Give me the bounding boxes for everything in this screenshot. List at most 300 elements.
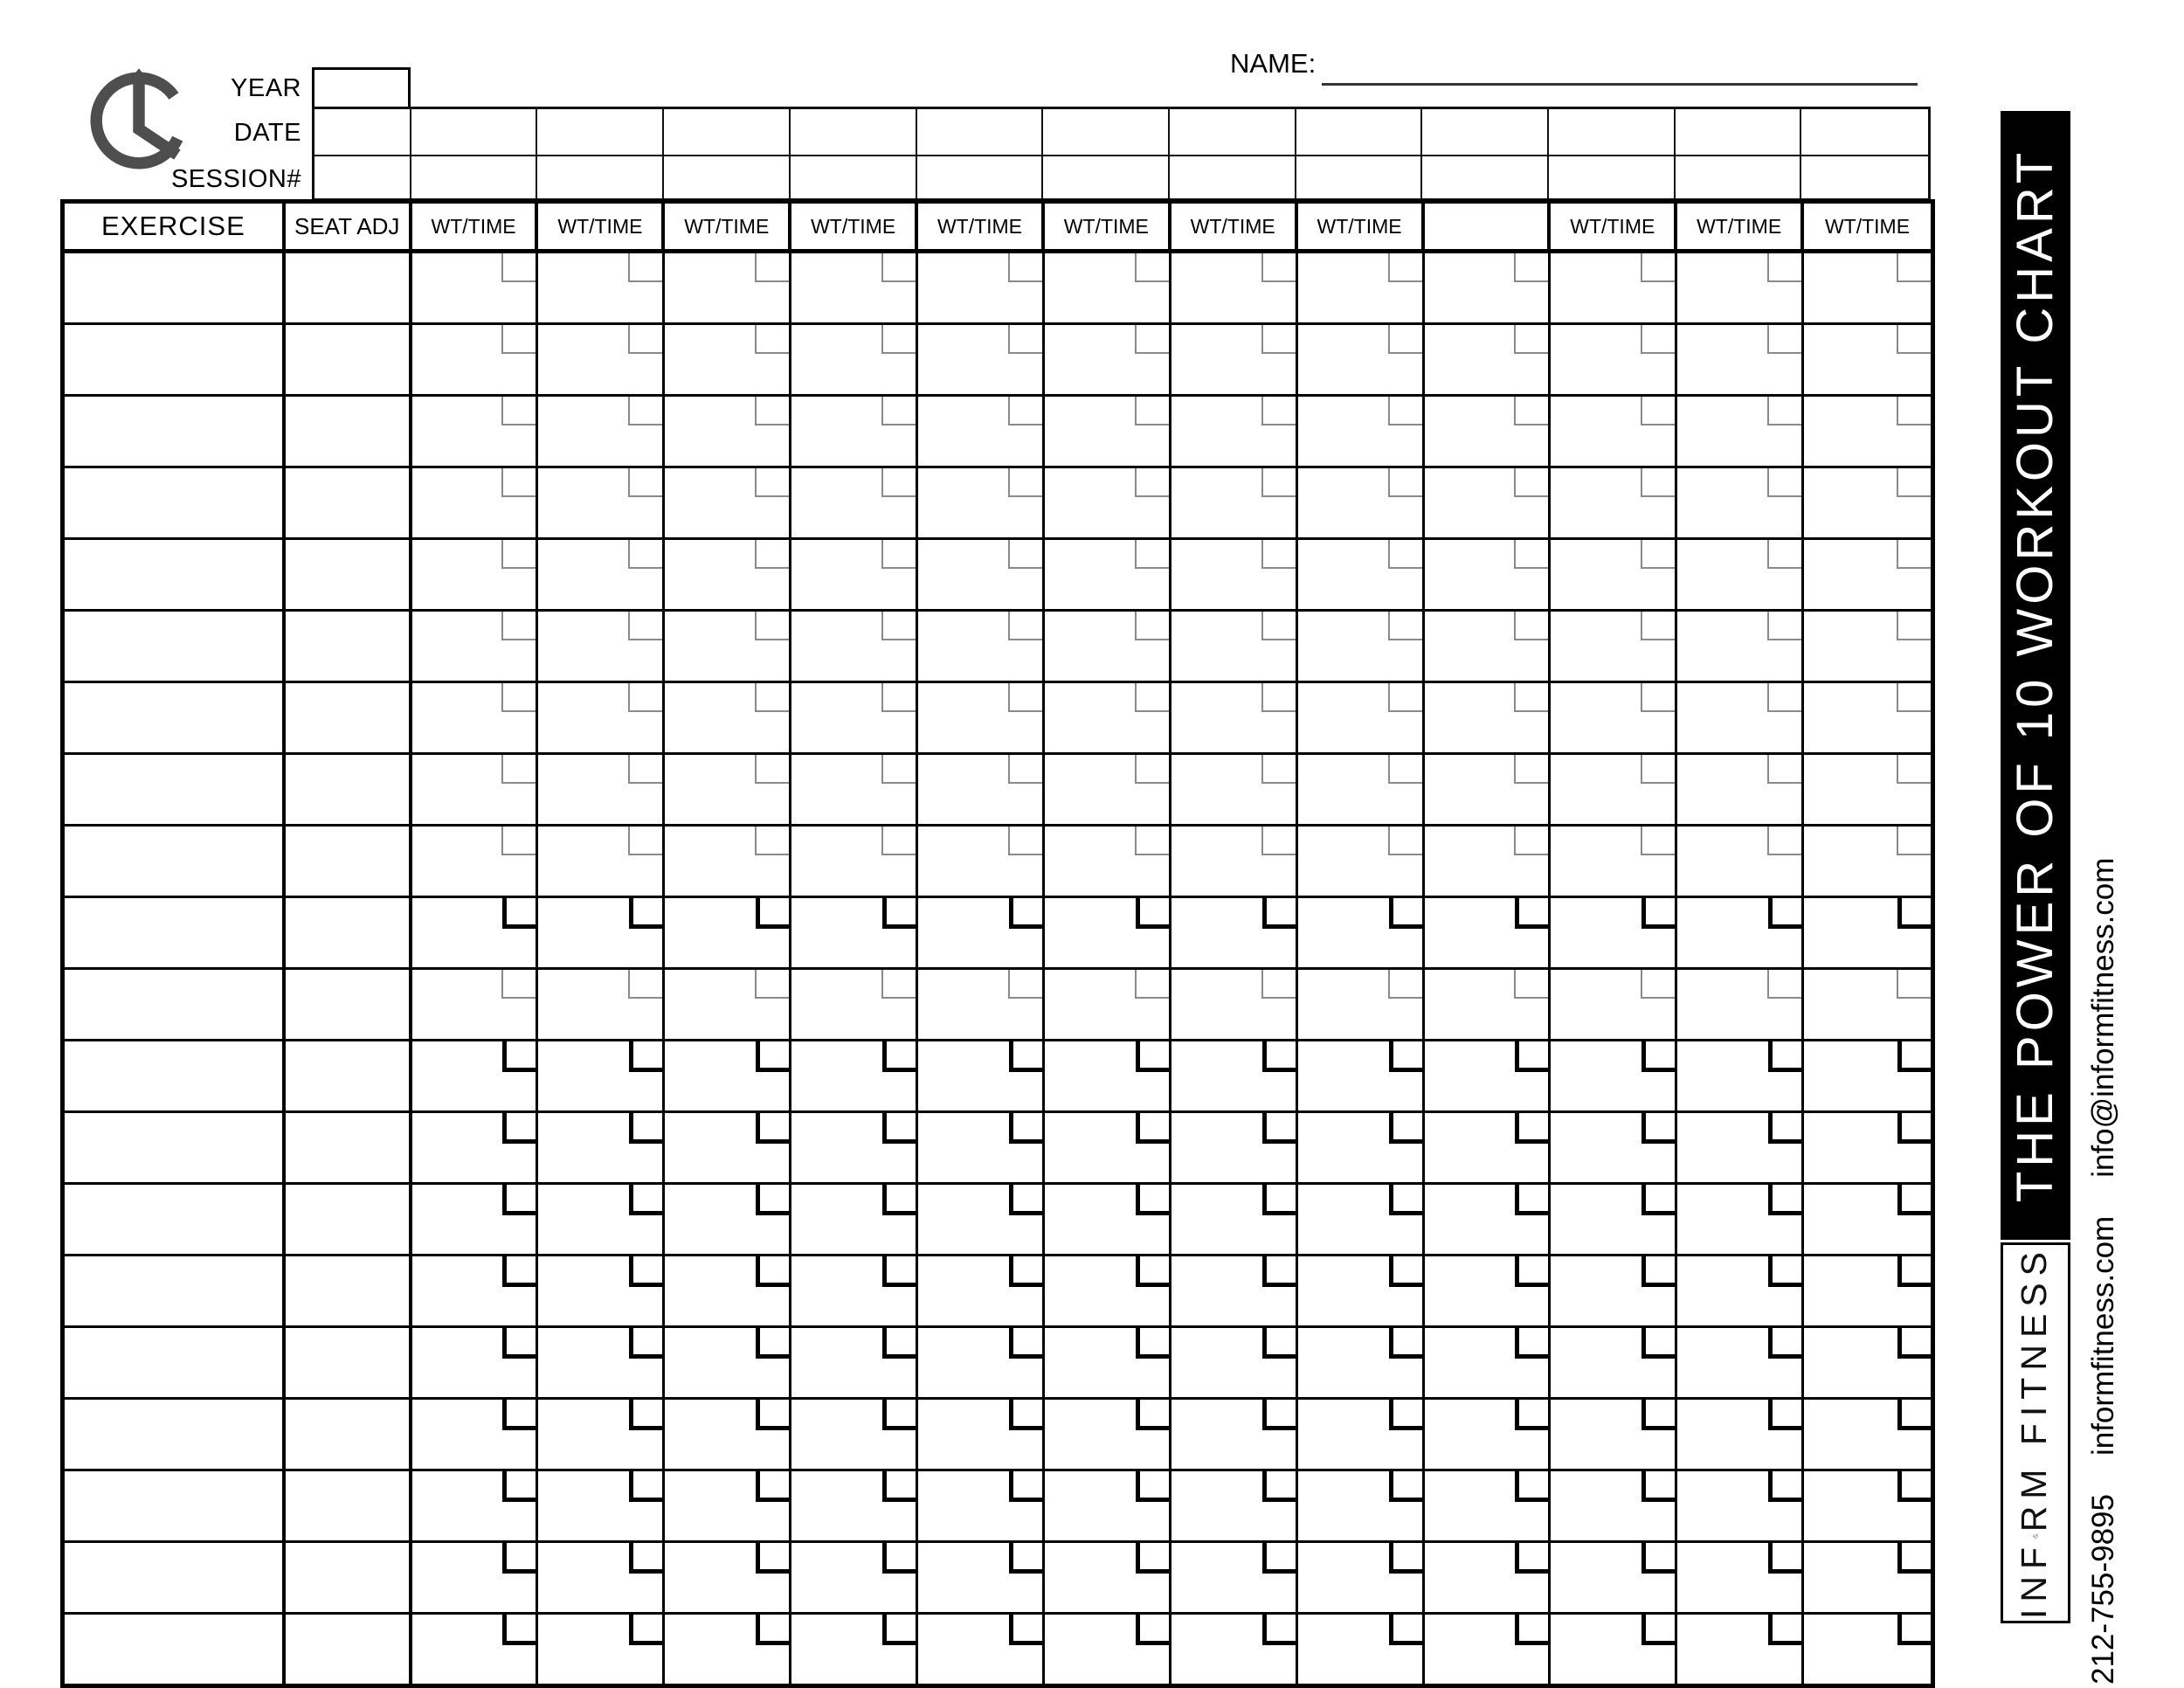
wt-time-cell[interactable] — [538, 827, 665, 896]
wt-time-cell[interactable] — [1045, 1543, 1171, 1612]
wt-time-cell[interactable] — [412, 755, 539, 824]
wt-time-cell[interactable] — [1551, 1256, 1677, 1325]
wt-time-cell[interactable] — [1425, 468, 1552, 537]
exercise-cell[interactable] — [65, 1615, 286, 1684]
wt-time-cell[interactable] — [1677, 683, 1804, 752]
seat-adj-cell[interactable] — [286, 1185, 412, 1254]
date-cell[interactable] — [917, 109, 1044, 155]
wt-time-cell[interactable] — [1677, 1113, 1804, 1182]
seat-adj-cell[interactable] — [286, 1543, 412, 1612]
session-cell[interactable] — [1801, 156, 1928, 200]
wt-time-cell[interactable] — [791, 468, 918, 537]
exercise-cell[interactable] — [65, 325, 286, 394]
wt-time-cell[interactable] — [918, 1471, 1045, 1540]
wt-time-cell[interactable] — [1804, 1256, 1931, 1325]
wt-time-cell[interactable] — [665, 1615, 791, 1684]
wt-time-cell[interactable] — [412, 1615, 539, 1684]
wt-time-cell[interactable] — [1425, 898, 1552, 967]
wt-time-cell[interactable] — [412, 468, 539, 537]
wt-time-cell[interactable] — [665, 898, 791, 967]
wt-time-cell[interactable] — [538, 253, 665, 322]
wt-time-cell[interactable] — [1171, 1471, 1298, 1540]
wt-time-cell[interactable] — [1551, 683, 1677, 752]
wt-time-cell[interactable] — [665, 468, 791, 537]
wt-time-cell[interactable] — [1677, 827, 1804, 896]
exercise-cell[interactable] — [65, 1543, 286, 1612]
wt-time-cell[interactable] — [1171, 1185, 1298, 1254]
wt-time-cell[interactable] — [791, 970, 918, 1039]
wt-time-cell[interactable] — [791, 397, 918, 466]
wt-time-cell[interactable] — [1298, 970, 1425, 1039]
wt-time-cell[interactable] — [1677, 540, 1804, 609]
exercise-cell[interactable] — [65, 1328, 286, 1397]
wt-time-cell[interactable] — [665, 612, 791, 681]
wt-time-cell[interactable] — [918, 970, 1045, 1039]
wt-time-cell[interactable] — [538, 683, 665, 752]
wt-time-cell[interactable] — [412, 253, 539, 322]
wt-time-cell[interactable] — [412, 612, 539, 681]
wt-time-cell[interactable] — [1045, 683, 1171, 752]
wt-time-cell[interactable] — [1804, 683, 1931, 752]
exercise-cell[interactable] — [65, 1471, 286, 1540]
seat-adj-cell[interactable] — [286, 325, 412, 394]
name-underline-field[interactable] — [1322, 83, 1918, 86]
wt-time-cell[interactable] — [1298, 612, 1425, 681]
wt-time-cell[interactable] — [918, 1185, 1045, 1254]
exercise-cell[interactable] — [65, 468, 286, 537]
wt-time-cell[interactable] — [1804, 970, 1931, 1039]
wt-time-cell[interactable] — [1804, 540, 1931, 609]
exercise-cell[interactable] — [65, 1185, 286, 1254]
session-cell[interactable] — [791, 156, 917, 200]
wt-time-cell[interactable] — [1298, 1615, 1425, 1684]
wt-time-cell[interactable] — [412, 1256, 539, 1325]
wt-time-cell[interactable] — [412, 1185, 539, 1254]
wt-time-cell[interactable] — [1425, 612, 1552, 681]
wt-time-cell[interactable] — [665, 325, 791, 394]
date-cell[interactable] — [537, 109, 664, 155]
wt-time-cell[interactable] — [1171, 898, 1298, 967]
wt-time-cell[interactable] — [1677, 397, 1804, 466]
wt-time-cell[interactable] — [1804, 898, 1931, 967]
wt-time-cell[interactable] — [1298, 468, 1425, 537]
session-cell[interactable] — [1170, 156, 1296, 200]
wt-time-cell[interactable] — [791, 253, 918, 322]
seat-adj-cell[interactable] — [286, 540, 412, 609]
wt-time-cell[interactable] — [1045, 898, 1171, 967]
wt-time-cell[interactable] — [791, 1113, 918, 1182]
wt-time-cell[interactable] — [1551, 253, 1677, 322]
wt-time-cell[interactable] — [1171, 1328, 1298, 1397]
wt-time-cell[interactable] — [1551, 325, 1677, 394]
wt-time-cell[interactable] — [918, 397, 1045, 466]
wt-time-cell[interactable] — [1045, 1113, 1171, 1182]
exercise-cell[interactable] — [65, 1113, 286, 1182]
date-cell[interactable] — [1170, 109, 1296, 155]
wt-time-cell[interactable] — [1425, 540, 1552, 609]
wt-time-cell[interactable] — [538, 970, 665, 1039]
exercise-cell[interactable] — [65, 540, 286, 609]
wt-time-cell[interactable] — [918, 1615, 1045, 1684]
wt-time-cell[interactable] — [791, 1471, 918, 1540]
wt-time-cell[interactable] — [918, 1256, 1045, 1325]
exercise-cell[interactable] — [65, 253, 286, 322]
date-cell[interactable] — [1296, 109, 1423, 155]
seat-adj-cell[interactable] — [286, 898, 412, 967]
wt-time-cell[interactable] — [665, 540, 791, 609]
wt-time-cell[interactable] — [1677, 468, 1804, 537]
session-cell[interactable] — [411, 156, 538, 200]
date-cell[interactable] — [664, 109, 791, 155]
exercise-cell[interactable] — [65, 898, 286, 967]
wt-time-cell[interactable] — [1045, 1256, 1171, 1325]
wt-time-cell[interactable] — [1677, 612, 1804, 681]
wt-time-cell[interactable] — [412, 1113, 539, 1182]
wt-time-cell[interactable] — [1045, 253, 1171, 322]
wt-time-cell[interactable] — [1677, 1543, 1804, 1612]
seat-adj-cell[interactable] — [286, 612, 412, 681]
date-cell[interactable] — [791, 109, 917, 155]
session-cell[interactable] — [314, 156, 411, 200]
wt-time-cell[interactable] — [1551, 468, 1677, 537]
wt-time-cell[interactable] — [412, 898, 539, 967]
wt-time-cell[interactable] — [918, 325, 1045, 394]
wt-time-cell[interactable] — [1171, 827, 1298, 896]
seat-adj-cell[interactable] — [286, 683, 412, 752]
date-cell[interactable] — [1676, 109, 1802, 155]
seat-adj-cell[interactable] — [286, 468, 412, 537]
wt-time-cell[interactable] — [791, 1543, 918, 1612]
wt-time-cell[interactable] — [1298, 827, 1425, 896]
wt-time-cell[interactable] — [1425, 1185, 1552, 1254]
wt-time-cell[interactable] — [1171, 1113, 1298, 1182]
wt-time-cell[interactable] — [1804, 1543, 1931, 1612]
wt-time-cell[interactable] — [918, 540, 1045, 609]
wt-time-cell[interactable] — [1045, 1471, 1171, 1540]
wt-time-cell[interactable] — [1298, 898, 1425, 967]
wt-time-cell[interactable] — [791, 540, 918, 609]
wt-time-cell[interactable] — [791, 755, 918, 824]
wt-time-cell[interactable] — [1298, 540, 1425, 609]
wt-time-cell[interactable] — [1677, 970, 1804, 1039]
wt-time-cell[interactable] — [538, 898, 665, 967]
wt-time-cell[interactable] — [1298, 1113, 1425, 1182]
wt-time-cell[interactable] — [412, 1543, 539, 1612]
wt-time-cell[interactable] — [1045, 325, 1171, 394]
wt-time-cell[interactable] — [1171, 683, 1298, 752]
wt-time-cell[interactable] — [1298, 1256, 1425, 1325]
wt-time-cell[interactable] — [1551, 755, 1677, 824]
wt-time-cell[interactable] — [918, 612, 1045, 681]
wt-time-cell[interactable] — [1171, 970, 1298, 1039]
wt-time-cell[interactable] — [1551, 1615, 1677, 1684]
wt-time-cell[interactable] — [538, 325, 665, 394]
seat-adj-cell[interactable] — [286, 1615, 412, 1684]
wt-time-cell[interactable] — [665, 827, 791, 896]
wt-time-cell[interactable] — [665, 397, 791, 466]
wt-time-cell[interactable] — [1551, 1328, 1677, 1397]
wt-time-cell[interactable] — [538, 612, 665, 681]
wt-time-cell[interactable] — [538, 1185, 665, 1254]
wt-time-cell[interactable] — [412, 1471, 539, 1540]
date-cell[interactable] — [1422, 109, 1549, 155]
wt-time-cell[interactable] — [538, 540, 665, 609]
wt-time-cell[interactable] — [1298, 683, 1425, 752]
wt-time-cell[interactable] — [1677, 755, 1804, 824]
wt-time-cell[interactable] — [1551, 1185, 1677, 1254]
wt-time-cell[interactable] — [412, 1328, 539, 1397]
year-input-box[interactable] — [312, 67, 411, 109]
wt-time-cell[interactable] — [1677, 898, 1804, 967]
wt-time-cell[interactable] — [791, 898, 918, 967]
wt-time-cell[interactable] — [791, 1185, 918, 1254]
wt-time-cell[interactable] — [1045, 1400, 1171, 1469]
wt-time-cell[interactable] — [1804, 755, 1931, 824]
session-cell[interactable] — [1422, 156, 1549, 200]
wt-time-cell[interactable] — [1425, 325, 1552, 394]
wt-time-cell[interactable] — [918, 1400, 1045, 1469]
session-cell[interactable] — [1296, 156, 1423, 200]
seat-adj-cell[interactable] — [286, 1256, 412, 1325]
wt-time-cell[interactable] — [412, 970, 539, 1039]
wt-time-cell[interactable] — [1171, 755, 1298, 824]
session-cell[interactable] — [664, 156, 791, 200]
wt-time-cell[interactable] — [1551, 970, 1677, 1039]
wt-time-cell[interactable] — [1171, 1256, 1298, 1325]
wt-time-cell[interactable] — [538, 468, 665, 537]
wt-time-cell[interactable] — [1804, 1185, 1931, 1254]
date-cell[interactable] — [1043, 109, 1170, 155]
wt-time-cell[interactable] — [1551, 898, 1677, 967]
wt-time-cell[interactable] — [412, 397, 539, 466]
wt-time-cell[interactable] — [1677, 1041, 1804, 1110]
date-cell[interactable] — [1801, 109, 1928, 155]
exercise-cell[interactable] — [65, 827, 286, 896]
session-cell[interactable] — [1676, 156, 1802, 200]
wt-time-cell[interactable] — [538, 1256, 665, 1325]
wt-time-cell[interactable] — [1171, 325, 1298, 394]
wt-time-cell[interactable] — [1045, 755, 1171, 824]
wt-time-cell[interactable] — [1425, 970, 1552, 1039]
wt-time-cell[interactable] — [538, 1471, 665, 1540]
wt-time-cell[interactable] — [791, 612, 918, 681]
wt-time-cell[interactable] — [1298, 253, 1425, 322]
seat-adj-cell[interactable] — [286, 1113, 412, 1182]
session-cell[interactable] — [1043, 156, 1170, 200]
wt-time-cell[interactable] — [918, 253, 1045, 322]
wt-time-cell[interactable] — [665, 1471, 791, 1540]
wt-time-cell[interactable] — [412, 683, 539, 752]
wt-time-cell[interactable] — [1425, 1113, 1552, 1182]
wt-time-cell[interactable] — [1677, 325, 1804, 394]
wt-time-cell[interactable] — [1425, 827, 1552, 896]
wt-time-cell[interactable] — [412, 1400, 539, 1469]
wt-time-cell[interactable] — [1171, 1615, 1298, 1684]
seat-adj-cell[interactable] — [286, 1328, 412, 1397]
seat-adj-cell[interactable] — [286, 755, 412, 824]
wt-time-cell[interactable] — [1677, 1400, 1804, 1469]
wt-time-cell[interactable] — [791, 827, 918, 896]
wt-time-cell[interactable] — [665, 970, 791, 1039]
wt-time-cell[interactable] — [1298, 1041, 1425, 1110]
wt-time-cell[interactable] — [1425, 253, 1552, 322]
wt-time-cell[interactable] — [538, 755, 665, 824]
wt-time-cell[interactable] — [1171, 468, 1298, 537]
exercise-cell[interactable] — [65, 683, 286, 752]
wt-time-cell[interactable] — [1804, 468, 1931, 537]
wt-time-cell[interactable] — [665, 1400, 791, 1469]
wt-time-cell[interactable] — [1804, 1615, 1931, 1684]
wt-time-cell[interactable] — [1804, 325, 1931, 394]
wt-time-cell[interactable] — [665, 1543, 791, 1612]
seat-adj-cell[interactable] — [286, 827, 412, 896]
wt-time-cell[interactable] — [538, 1400, 665, 1469]
wt-time-cell[interactable] — [1298, 325, 1425, 394]
wt-time-cell[interactable] — [665, 683, 791, 752]
wt-time-cell[interactable] — [1298, 1471, 1425, 1540]
wt-time-cell[interactable] — [1298, 1328, 1425, 1397]
date-cell[interactable] — [411, 109, 538, 155]
wt-time-cell[interactable] — [1551, 540, 1677, 609]
wt-time-cell[interactable] — [1677, 1615, 1804, 1684]
wt-time-cell[interactable] — [1551, 1471, 1677, 1540]
wt-time-cell[interactable] — [1171, 540, 1298, 609]
seat-adj-cell[interactable] — [286, 1471, 412, 1540]
wt-time-cell[interactable] — [665, 1185, 791, 1254]
seat-adj-cell[interactable] — [286, 1400, 412, 1469]
wt-time-cell[interactable] — [665, 1328, 791, 1397]
wt-time-cell[interactable] — [1804, 1400, 1931, 1469]
wt-time-cell[interactable] — [1298, 1400, 1425, 1469]
wt-time-cell[interactable] — [665, 1256, 791, 1325]
wt-time-cell[interactable] — [665, 755, 791, 824]
wt-time-cell[interactable] — [1677, 1256, 1804, 1325]
wt-time-cell[interactable] — [1804, 1113, 1931, 1182]
exercise-cell[interactable] — [65, 755, 286, 824]
wt-time-cell[interactable] — [1677, 253, 1804, 322]
wt-time-cell[interactable] — [665, 253, 791, 322]
exercise-cell[interactable] — [65, 970, 286, 1039]
exercise-cell[interactable] — [65, 1400, 286, 1469]
wt-time-cell[interactable] — [665, 1113, 791, 1182]
wt-time-cell[interactable] — [1804, 1471, 1931, 1540]
wt-time-cell[interactable] — [1425, 683, 1552, 752]
exercise-cell[interactable] — [65, 397, 286, 466]
wt-time-cell[interactable] — [1425, 1615, 1552, 1684]
wt-time-cell[interactable] — [1045, 540, 1171, 609]
date-cell[interactable] — [314, 109, 411, 155]
wt-time-cell[interactable] — [1425, 1328, 1552, 1397]
session-cell[interactable] — [917, 156, 1044, 200]
exercise-cell[interactable] — [65, 1041, 286, 1110]
wt-time-cell[interactable] — [1677, 1471, 1804, 1540]
wt-time-cell[interactable] — [1045, 1328, 1171, 1397]
exercise-cell[interactable] — [65, 1256, 286, 1325]
wt-time-cell[interactable] — [1677, 1328, 1804, 1397]
wt-time-cell[interactable] — [1298, 755, 1425, 824]
wt-time-cell[interactable] — [1425, 1400, 1552, 1469]
wt-time-cell[interactable] — [1045, 1041, 1171, 1110]
wt-time-cell[interactable] — [665, 1041, 791, 1110]
wt-time-cell[interactable] — [1425, 1543, 1552, 1612]
wt-time-cell[interactable] — [791, 1400, 918, 1469]
wt-time-cell[interactable] — [538, 1328, 665, 1397]
wt-time-cell[interactable] — [1045, 1615, 1171, 1684]
wt-time-cell[interactable] — [791, 325, 918, 394]
wt-time-cell[interactable] — [538, 1543, 665, 1612]
exercise-cell[interactable] — [65, 612, 286, 681]
wt-time-cell[interactable] — [791, 1256, 918, 1325]
wt-time-cell[interactable] — [412, 325, 539, 394]
wt-time-cell[interactable] — [538, 1041, 665, 1110]
wt-time-cell[interactable] — [538, 1615, 665, 1684]
wt-time-cell[interactable] — [918, 827, 1045, 896]
seat-adj-cell[interactable] — [286, 397, 412, 466]
wt-time-cell[interactable] — [791, 1615, 918, 1684]
wt-time-cell[interactable] — [918, 1328, 1045, 1397]
wt-time-cell[interactable] — [1171, 1400, 1298, 1469]
seat-adj-cell[interactable] — [286, 1041, 412, 1110]
seat-adj-cell[interactable] — [286, 253, 412, 322]
wt-time-cell[interactable] — [918, 683, 1045, 752]
wt-time-cell[interactable] — [1045, 397, 1171, 466]
wt-time-cell[interactable] — [1298, 1543, 1425, 1612]
session-cell[interactable] — [1549, 156, 1676, 200]
wt-time-cell[interactable] — [791, 1041, 918, 1110]
wt-time-cell[interactable] — [1045, 612, 1171, 681]
wt-time-cell[interactable] — [1677, 1185, 1804, 1254]
wt-time-cell[interactable] — [1045, 970, 1171, 1039]
wt-time-cell[interactable] — [1045, 827, 1171, 896]
wt-time-cell[interactable] — [412, 1041, 539, 1110]
wt-time-cell[interactable] — [1551, 1400, 1677, 1469]
wt-time-cell[interactable] — [1425, 1256, 1552, 1325]
wt-time-cell[interactable] — [1171, 612, 1298, 681]
wt-time-cell[interactable] — [1171, 1543, 1298, 1612]
wt-time-cell[interactable] — [1425, 1041, 1552, 1110]
wt-time-cell[interactable] — [1045, 1185, 1171, 1254]
wt-time-cell[interactable] — [1171, 397, 1298, 466]
wt-time-cell[interactable] — [1804, 612, 1931, 681]
wt-time-cell[interactable] — [1804, 253, 1931, 322]
wt-time-cell[interactable] — [1171, 1041, 1298, 1110]
wt-time-cell[interactable] — [1551, 1113, 1677, 1182]
date-cell[interactable] — [1549, 109, 1676, 155]
wt-time-cell[interactable] — [1551, 1543, 1677, 1612]
wt-time-cell[interactable] — [1551, 1041, 1677, 1110]
wt-time-cell[interactable] — [918, 1543, 1045, 1612]
wt-time-cell[interactable] — [1551, 397, 1677, 466]
wt-time-cell[interactable] — [918, 468, 1045, 537]
wt-time-cell[interactable] — [1298, 397, 1425, 466]
wt-time-cell[interactable] — [1425, 397, 1552, 466]
wt-time-cell[interactable] — [1425, 755, 1552, 824]
wt-time-cell[interactable] — [1045, 468, 1171, 537]
wt-time-cell[interactable] — [412, 540, 539, 609]
wt-time-cell[interactable] — [918, 1041, 1045, 1110]
wt-time-cell[interactable] — [1171, 253, 1298, 322]
wt-time-cell[interactable] — [918, 755, 1045, 824]
seat-adj-cell[interactable] — [286, 970, 412, 1039]
wt-time-cell[interactable] — [1298, 1185, 1425, 1254]
wt-time-cell[interactable] — [538, 397, 665, 466]
wt-time-cell[interactable] — [791, 1328, 918, 1397]
wt-time-cell[interactable] — [918, 1113, 1045, 1182]
session-cell[interactable] — [537, 156, 664, 200]
wt-time-cell[interactable] — [1804, 1041, 1931, 1110]
wt-time-cell[interactable] — [918, 898, 1045, 967]
wt-time-cell[interactable] — [1551, 612, 1677, 681]
